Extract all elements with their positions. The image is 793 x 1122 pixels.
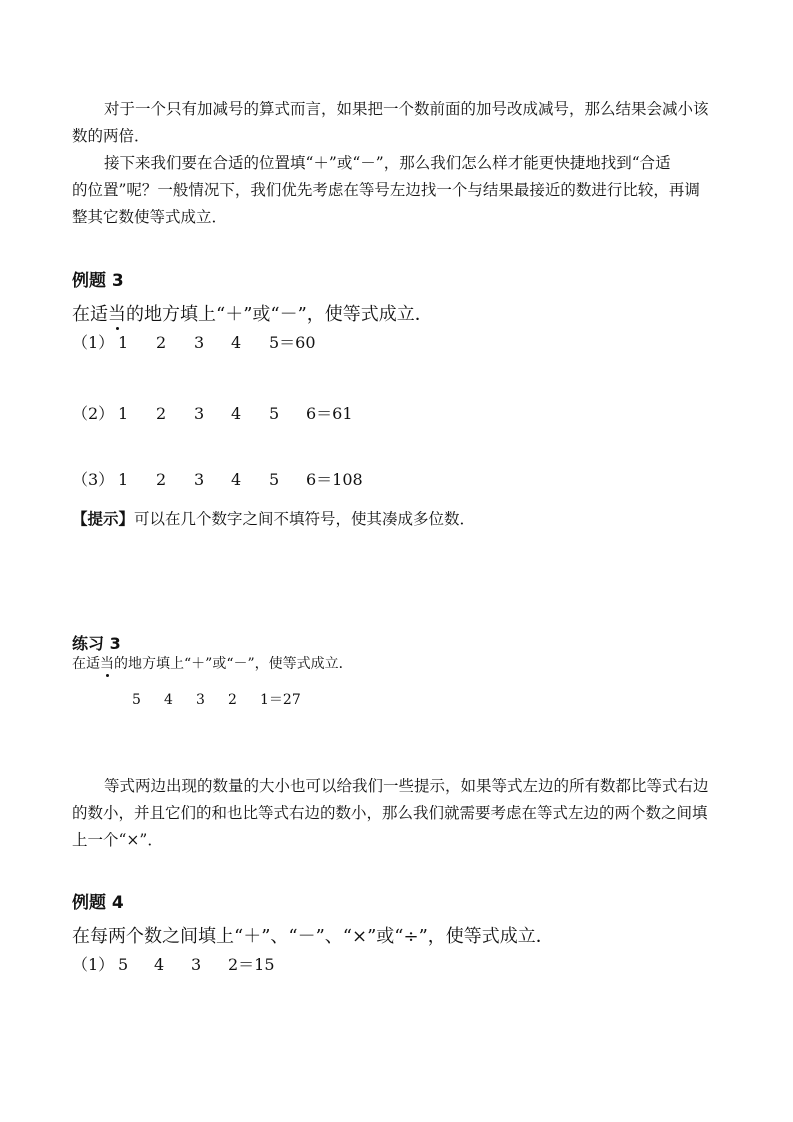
- item-number: 1: [118, 333, 129, 352]
- intro-p1-line2: 数的两倍．: [72, 127, 150, 145]
- practice-number: 5: [132, 692, 141, 708]
- example3-item-3: [72, 467, 363, 490]
- item-number: 6＝108: [306, 470, 363, 489]
- item-label: （1）: [72, 333, 115, 352]
- example3-question-post: 的地方填上“＋”或“－”，使等式成立．: [126, 304, 433, 325]
- intro-p2-line2: 的位置”呢？一般情况下，我们优先考虑在等号左边找一个与结果最接近的数进行比较，再调: [72, 181, 700, 199]
- note-line3: 上一个“×”．: [72, 831, 163, 849]
- example4-item-1: [72, 952, 275, 975]
- hint-tag: 【提示】: [72, 509, 135, 528]
- item-number: 5＝60: [269, 333, 316, 352]
- practice3-question: [72, 653, 353, 673]
- item-label: （3）: [72, 470, 115, 489]
- item-number: 2＝15: [228, 955, 275, 974]
- note-line2: 的数小，并且它们的和也比等式右边的数小，那么我们就需要考虑在等式左边的两个数之间填: [72, 804, 708, 822]
- item-label: （2）: [72, 404, 115, 423]
- item-number: 4: [154, 955, 165, 974]
- example4-question: 在每两个数之间填上“＋”、“－”、“×”或“÷”，使等式成立．: [72, 926, 554, 947]
- hint-text: 可以在几个数字之间不填符号，使其凑成多位数．: [134, 510, 476, 528]
- practice3-question-pre: 在适: [72, 656, 100, 672]
- item-number: 5: [118, 955, 129, 974]
- item-label: （1）: [72, 955, 115, 974]
- intro-p2-line3: 整其它数使等式成立．: [72, 208, 228, 226]
- item-number: 3: [194, 404, 205, 423]
- example3-question-dot-char: 当: [108, 300, 126, 326]
- intro-p2-line1: 接下来我们要在合适的位置填“＋”或“－”，那么我们怎么样才能更快捷地找到“合适: [104, 154, 671, 172]
- example3-question: [72, 300, 433, 326]
- example3-hint: [72, 505, 475, 533]
- practice3-question-dot-char: 当: [100, 653, 114, 673]
- item-number: 1: [118, 470, 129, 489]
- item-number: 3: [194, 470, 205, 489]
- practice-number: 4: [164, 692, 173, 708]
- item-number: 3: [191, 955, 202, 974]
- item-number: 6＝61: [306, 404, 353, 423]
- example3-title: 例题 3: [72, 271, 124, 291]
- note-line1: 等式两边出现的数量的大小也可以给我们一些提示，如果等式左边的所有数都比等式右边: [104, 777, 709, 795]
- practice3-question-post: 的地方填上“＋”或“－”，使等式成立．: [114, 656, 353, 672]
- item-number: 4: [231, 333, 242, 352]
- practice-number: 2: [228, 692, 237, 708]
- example3-question-pre: 在适: [72, 304, 108, 325]
- example3-item-2: [72, 401, 353, 424]
- item-number: 5: [269, 404, 280, 423]
- item-number: 2: [156, 470, 167, 489]
- item-number: 2: [156, 333, 167, 352]
- intro-p1-line1: 对于一个只有加减号的算式而言，如果把一个数前面的加号改成减号，那么结果会减小该: [104, 100, 709, 118]
- practice-number: 3: [196, 692, 205, 708]
- example3-item-1: [72, 330, 316, 353]
- example4-title: 例题 4: [72, 893, 124, 913]
- practice3-equation: [132, 689, 301, 709]
- item-number: 5: [269, 470, 280, 489]
- item-number: 2: [156, 404, 167, 423]
- item-number: 4: [231, 404, 242, 423]
- item-number: 3: [194, 333, 205, 352]
- item-number: 1: [118, 404, 129, 423]
- practice3-title: 练习 3: [72, 634, 121, 653]
- practice-number: 1＝27: [260, 692, 301, 708]
- item-number: 4: [231, 470, 242, 489]
